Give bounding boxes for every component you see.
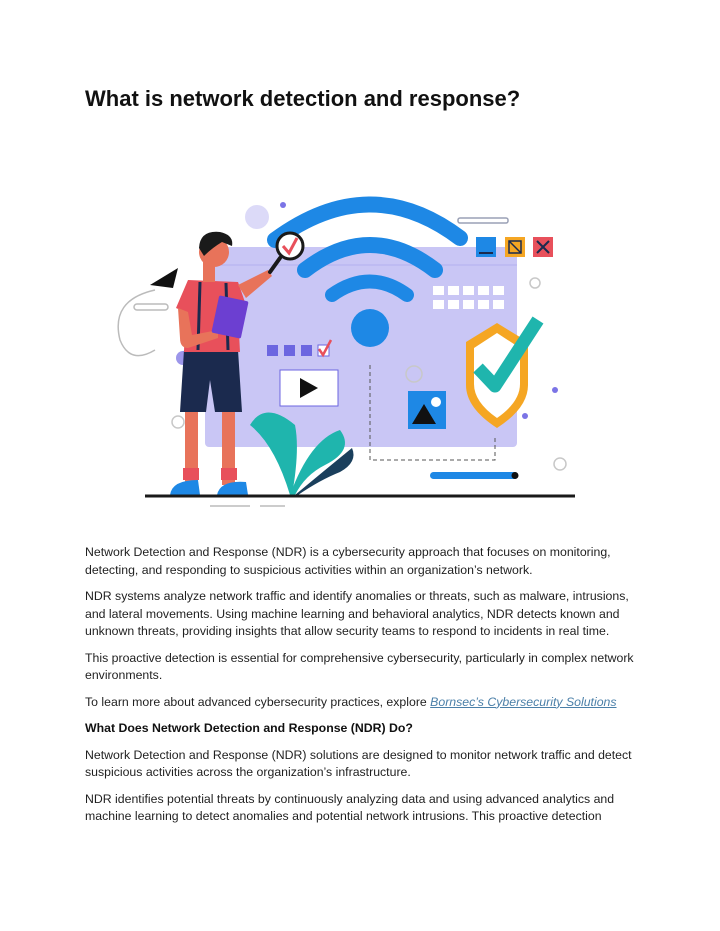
progress-bar [430,472,519,479]
section-heading: What Does Network Detection and Response (NDR) Do? [85,721,413,735]
paragraph: NDR identifies potential threats by continuously analyzing data and using advanced analytics and machine learning to detect anomalies and potential network intrusions. This proactive detection [85,791,615,823]
paragraph: NDR systems analyze network traffic and identify anomalies or threats, such as malware, intrusions, and lateral movements. Using machine learning and behavioral analytics, NDR detects known and unknown threats, providing insights that allow security teams to respond to incidents in real time. [85,589,629,638]
link-prefix-text: To learn more about advanced cybersecurity practices, explore [85,694,431,709]
cursor-arrow-icon [118,268,178,356]
article-body [85,544,645,835]
window-button-maximize [505,237,525,257]
page-title: What is network detection and response? [85,86,521,111]
paragraph: Network Detection and Response (NDR) is a cybersecurity approach that focuses on monitoring, detecting, and responding to suspicious activities within an organization’s network. [85,545,611,577]
ndr-illustration [100,190,600,520]
cybersecurity-solutions-link[interactable]: Bornsec’s Cybersecurity Solutions [430,694,617,709]
play-icon [280,370,338,406]
image-icon [408,391,446,429]
paragraph: Network Detection and Response (NDR) solutions are designed to monitor network traffic and detect suspicious activities across the organization’s infrastructure. [85,747,632,779]
paragraph: This proactive detection is essential for comprehensive cybersecurity, particularly in complex network environments. [85,650,634,682]
paragraph-with-link [85,694,645,712]
window-button-close [533,237,553,257]
